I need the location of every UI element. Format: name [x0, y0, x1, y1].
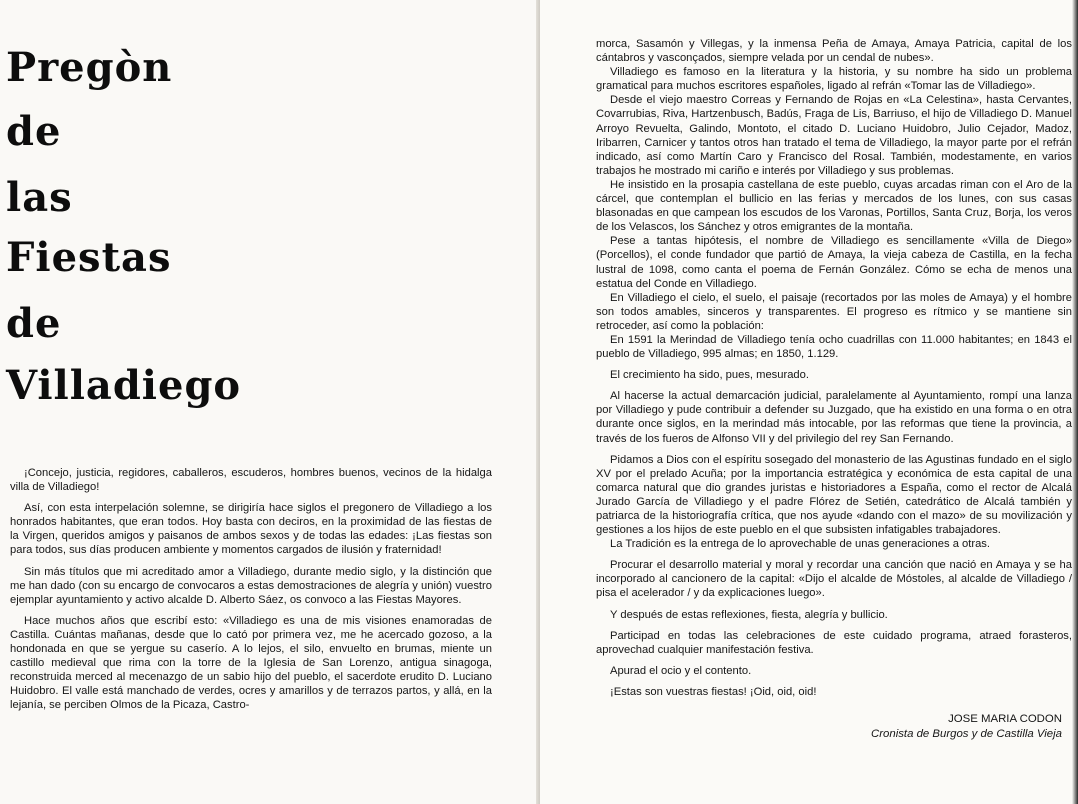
right-paragraph: Desde el viejo maestro Correas y Fernando de Rojas en «La Celestina», hasta Cervantes, Covarrubias, Riva, Hartzenbusch, Badús, Fraga de Lis, Barriuso, el hijo de Villadiego D. Manuel Arroyo Revuelta, Galindo, Montoto, el citado D. Luciano Huidobro, Julio Cejador, Madoz, Iribarren, Carnicer y tantos otros han tratado el tema de Villadiego, la mayor parte por el refrán indicado, así como Martín Caro y Francisco del Rosal. También, modestamente, en varios trabajos he mostrado mi cariño e interés por Villadiego y sus problemas. — [596, 94, 1072, 177]
right-body-text — [596, 37, 1072, 699]
right-paragraph: ¡Estas son vuestras fiestas! ¡Oid, oid, oid! — [610, 685, 817, 698]
title-line-2: de — [6, 108, 62, 155]
right-paragraph: Pidamos a Dios con el espíritu sosegado del monasterio de las Agustinas fundado en el siglo XV por el prelado Acuña; por la importancia estratégica y económica de esta capital de una comarca natural que dio grandes juristas e historiadores a España, como el rector de Alcalá Jurado García de Villadiego y el padre Flórez de Setién, catedrático de Alcalá también y patriarca de la historiografía crítica, que nos ayude «dando con el mazo» de su movilización y gestiones a los hijos de este pueblo en el que subsisten infatigables trabajadores. — [596, 453, 1072, 537]
right-paragraph: Al hacerse la actual demarcación judicial, paralelamente al Ayuntamiento, rompí una lanza por Villadiego y pude contribuir a defender su Juzgado, que ha existido en una forma o en otra durante once siglos, en la merindad más intocable, por las reformas que tiene la provincia, a través de los fueros de Alfonso VII y del privilegio del rey San Fernando. — [596, 390, 1072, 445]
author-name: JOSE MARIA CODON — [948, 713, 1062, 725]
left-paragraph: ¡Concejo, justicia, regidores, caballeros, escuderos, hombres buenos, vecinos de la hidalga villa de Villadiego! — [10, 467, 492, 494]
left-paragraph: Así, con esta interpelación solemne, se dirigiría hace siglos el pregonero de Villadiego a los honrados habitantes, que eran todos. Hoy basta con deciros, en la proximidad de las fiestas de la Virgen, queridos amigos y paisanos de ambos sexos y de todas las edades: ¡Las fiestas son para todos, sus días producen ambiente y momentos cargados de ilusión y fraternidad! — [10, 502, 492, 557]
title-line-6: Villadiego — [6, 362, 242, 409]
left-paragraph: Hace muchos años que escribí esto: «Villadiego es una de mis visiones enamoradas de Castilla. Cuántas mañanas, desde que lo cató por primera vez, me he acercado gozoso, a la hondonada en que se yergue su caserío. A lo lejos, el silo, envuelto en brumas, miente un castillo medieval que rima con la torre de la Iglesia de San Lorenzo, antigua sinagoga, reconstruida merced al mecenazgo de un sabio hijo del pueblo, el sacerdote erudito D. Luciano Huidobro. El valle está manchado de verdes, ocres y amarillos y de terrazos partos, y allá, en la lejanía, se perciben Olmos de la Picaza, Castro- — [10, 614, 492, 712]
right-paragraph: Pese a tantas hipótesis, el nombre de Villadiego es sencillamente «Villa de Diego» (Porcellos), el conde fundador que partió de Amaya, la vieja cabeza de Castilla, en la fecha lustral de 1098, como canta el poema de Fernán González. Cómo se echa de menos una estatua del Conde en Villadiego. — [596, 235, 1072, 290]
signature-block — [871, 712, 1062, 742]
left-paragraph: Sin más títulos que mi acreditado amor a Villadiego, durante medio siglo, y la distinción que me han dado (con su encargo de convocaros a estas demostraciones de alegría y unión) vuestro ejemplar ayuntamiento y activo alcalde D. Alberto Sáez, os convoco a las Fiestas Mayores. — [10, 565, 492, 606]
left-body-text — [10, 466, 492, 720]
right-paragraph: En Villadiego el cielo, el suelo, el paisaje (recortados por las moles de Amaya) y el hombre son todos amables, sinceros y transparentes. El progreso es rítmico y se mantiene sin retroceder, así como la población: — [596, 291, 1072, 332]
title-line-5: de — [6, 300, 62, 347]
right-paragraph: Y después de estas reflexiones, fiesta, alegría y bullicio. — [610, 608, 888, 621]
right-paragraph: El crecimiento ha sido, pues, mesurado. — [610, 369, 809, 382]
page-edge-shadow — [1072, 0, 1078, 804]
right-paragraph: La Tradición es la entrega de lo aprovechable de unas generaciones a otras. — [610, 538, 991, 551]
right-paragraph: Villadiego es famoso en la literatura y la historia, y su nombre ha sido un problema gramatical para muchos escritores españoles, ligado al refrán «Tomar las de Villadiego». — [596, 66, 1072, 93]
right-paragraph: Apurad el ocio y el contento. — [610, 664, 752, 677]
right-paragraph: Procurar el desarrollo material y moral y recordar una canción que nació en Amaya y se ha incorporado al cancionero de la capital: «Dijo el alcalde de Móstoles, al alcalde de Villadiego / pisa el acelerador / y da explicaciones luego». — [596, 559, 1072, 600]
right-paragraph: Participad en todas las celebraciones de este cuidado programa, atraed forasteros, aprovechad cualquier manifestación festiva. — [596, 629, 1072, 656]
title-line-3: las — [6, 174, 73, 221]
title-line-4: Fiestas — [6, 234, 172, 281]
right-paragraph: En 1591 la Merindad de Villadiego tenía ocho cuadrillas con 11.000 habitantes; en 1843 el pueblo de Villadiego, 995 almas; en 1850, 1.129. — [596, 333, 1072, 361]
right-paragraph: He insistido en la prosapia castellana de este pueblo, cuyas arcadas riman con el Aro de la cárcel, que contemplan el bullicio en las ferias y mercados de los lunes, con sus casas blasonadas en que campean los escudos de los Varonas, Portillos, Santa Cruz, Borja, los veros de los Velascos, los Sánchez y otros emigrantes de la montaña. — [596, 178, 1072, 234]
right-paragraph: morca, Sasamón y Villegas, y la inmensa Peña de Amaya, Amaya Patricia, capital de los cántabros y vasconçados, siempre velada por un cendal de nubes». — [596, 38, 1072, 65]
title-line-1: Pregòn — [6, 44, 173, 91]
author-role: Cronista de Burgos y de Castilla Vieja — [871, 728, 1062, 740]
